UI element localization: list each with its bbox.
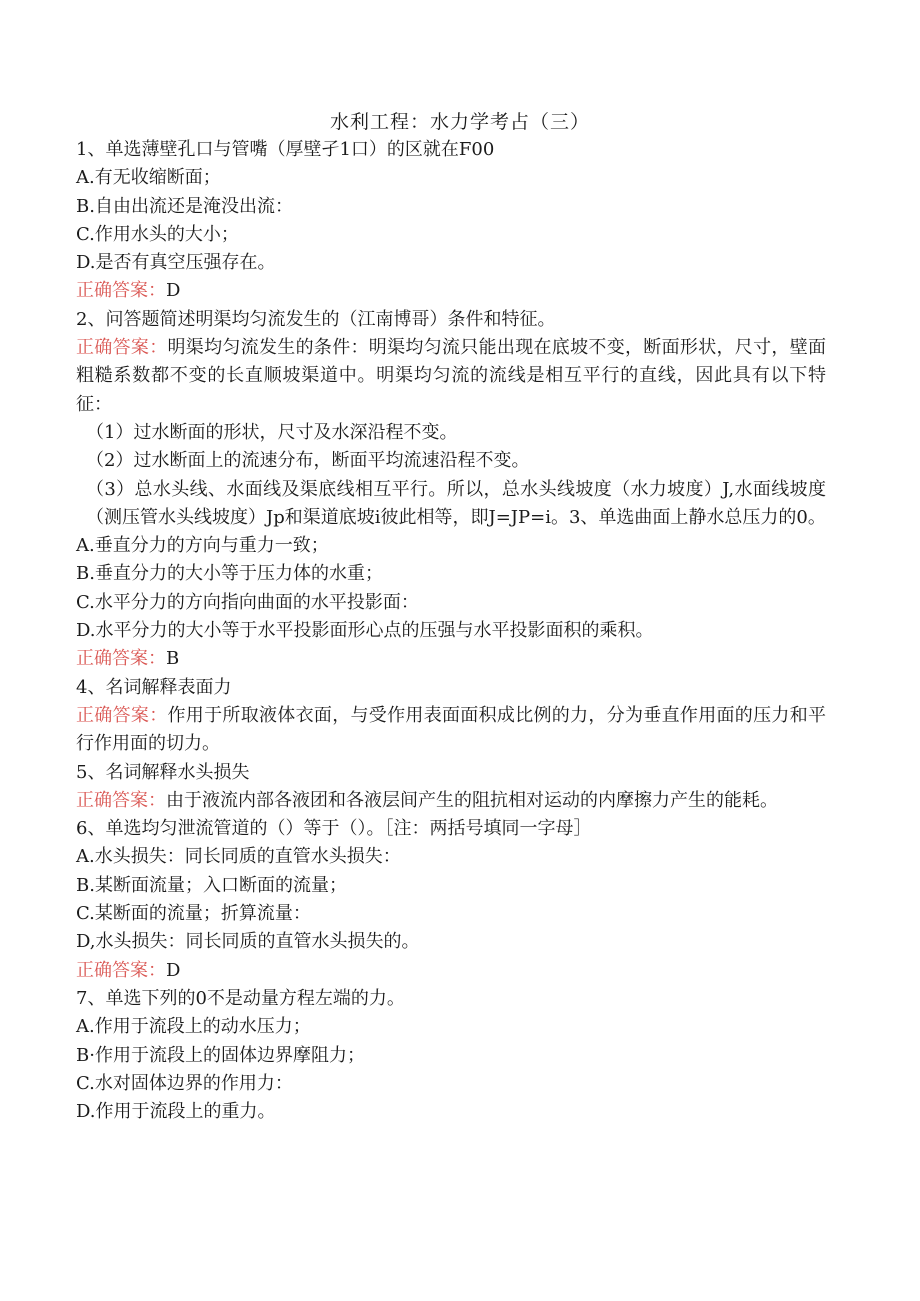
q6-option-d: D,水头损失：同长同质的直管水头损失的。 [76,931,420,953]
q1-answer-row [76,277,826,305]
q7-option-a: A.作用于流段上的动水压力； [76,1016,311,1038]
q2-point-2: （2）过水断面上的流速分布，断面平均流速沿程不变。 [86,450,530,472]
answer-label: 正确答案： [76,337,168,359]
q5-stem: 5、名词解释水头损失 [76,761,250,783]
answer-label: 正确答案： [76,280,166,302]
q3-answer: B [166,648,180,670]
q6-option-a: A.水头损失：同长同质的直管水头损失： [76,846,401,868]
q1-option-b: B.自由出流还是淹没出流： [76,195,293,217]
q7-option-c: C.水对固体边界的作用力： [76,1072,293,1094]
q6-answer-row [76,957,826,985]
q3-option-a: A.垂直分力的方向与重力一致； [76,535,329,557]
q5-answer-paragraph [76,787,826,815]
q3-option-b: B.垂直分力的大小等于压力体的水重； [76,563,383,585]
answer-label: 正确答案： [76,789,166,811]
q2-answer-paragraph [76,334,826,419]
q3-answer-row [76,645,826,673]
document-title: 水利工程：水力学考占（三） [329,111,590,133]
q4-answer-text: 作用于所取液体衣面，与受作用表面面积成比例的力，分为垂直作用面的压力和平行作用面的切力。 [76,704,826,755]
q5-answer-text: 由于液流内部各液团和各液层间产生的阻抗相对运动的内摩擦力产生的能耗。 [166,789,778,811]
q1-stem: 1、单选薄壁孔口与管嘴（厚壁孑1口）的区就在F00 [76,139,495,160]
q2-point-1: （1）过水断面的形状，尺寸及水深沿程不变。 [86,421,458,443]
q3-option-d: D.水平分力的大小等于水平投影面形心点的压强与水平投影面积的乘积。 [76,620,654,642]
q2-point-3: （3）总水头线、水面线及渠底线相互平行。所以，总水头线坡度（水力坡度）J,水面线坡度（测压管水头线坡度）Jp和渠道底坡i彼此相等，即J=JP=i。3、单选曲面上静水总压力的0。 [86,478,826,528]
q7-stem: 7、单选下列的0不是动量方程左端的力。 [76,987,405,1009]
answer-label: 正确答案： [76,959,166,981]
q6-stem: 6、单选均匀泄流管道的（）等于（）。［注：两括号填同一字母］ [76,818,592,840]
q1-option-a: A.有无收缩断面； [76,167,221,189]
q1-answer: D [166,280,181,302]
q2-answer-text: 明渠均匀流发生的条件：明渠均匀流只能出现在底坡不变，断面形状，尺寸，壁面粗糙系数都不变的长直顺坡渠道中。明渠均匀流的流线是相互平行的直线，因此具有以下特征： [76,337,826,415]
q4-answer-paragraph [76,702,826,759]
q7-option-d: D.作用于流段上的重力。 [76,1101,276,1123]
answer-label: 正确答案： [76,648,166,670]
q1-option-d: D.是否有真空压强存在。 [76,252,276,274]
q2-stem: 2、问答题简述明渠均匀流发生的（江南博哥）条件和特征。 [76,308,556,330]
q3-option-c: C.水平分力的方向指向曲面的水平投影面： [76,591,419,613]
document-body [76,136,826,1126]
q7-option-b: B·作用于流段上的固体边界摩阻力； [76,1044,365,1066]
q6-option-c: C.某断面的流量；折算流量： [76,903,311,925]
q1-option-c: C.作用水头的大小； [76,223,239,245]
q4-stem: 4、名词解释表面力 [76,676,232,698]
q6-option-b: B.某断面流量；入口断面的流量； [76,874,347,896]
answer-label: 正确答案： [76,704,168,726]
q6-answer: D [166,959,181,981]
